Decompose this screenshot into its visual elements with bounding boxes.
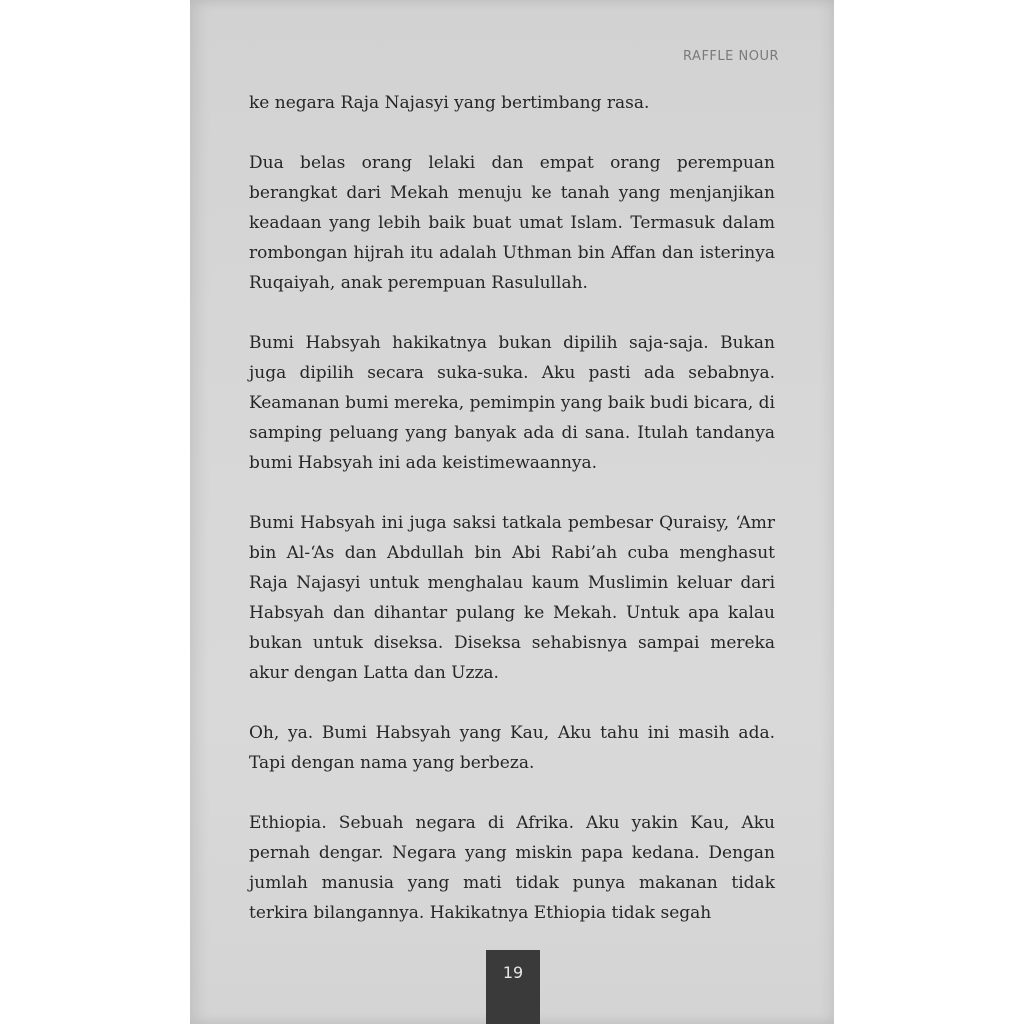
paragraph-3: Bumi Habsyah hakikatnya bukan dipilih saja-saja. Bukan juga dipilih secara suka-suka. Aku pasti ada sebabnya. Keamanan bumi mereka, pemimpin yang baik budi bicara, di samping peluang yang banyak ada di sana. Itulah tandanya bumi Habsyah ini ada keistimewaannya. bbox=[249, 333, 775, 473]
paragraph-1: ke negara Raja Najasyi yang bertimbang rasa. bbox=[249, 93, 650, 113]
paragraph-5: Oh, ya. Bumi Habsyah yang Kau, Aku tahu ini masih ada. Tapi dengan nama yang berbeza. bbox=[249, 723, 775, 773]
paragraph-4: Bumi Habsyah ini juga saksi tatkala pembesar Quraisy, ‘Amr bin Al-‘As dan Abdullah bin Abi Rabi’ah cuba menghasut Raja Najasyi untuk menghalau kaum Muslimin keluar dari Habsyah dan dihantar pulang ke Mekah. Untuk apa kalau bukan untuk diseksa. Diseksa sehabisnya sampai mereka akur dengan Latta dan Uzza. bbox=[249, 513, 775, 683]
body-text bbox=[249, 88, 775, 928]
running-head: RAFFLE NOUR bbox=[683, 49, 779, 64]
book-page bbox=[190, 0, 834, 1024]
paragraph-6: Ethiopia. Sebuah negara di Afrika. Aku yakin Kau, Aku pernah dengar. Negara yang miskin papa kedana. Dengan jumlah manusia yang mati tidak punya makanan tidak terkira bilangannya. Hakikatnya Ethiopia tidak segah bbox=[249, 813, 775, 923]
page-number: 19 bbox=[486, 950, 540, 1024]
paragraph-2: Dua belas orang lelaki dan empat orang perempuan berangkat dari Mekah menuju ke tanah yang menjanjikan keadaan yang lebih baik buat umat Islam. Termasuk dalam rombongan hijrah itu adalah Uthman bin Affan dan isterinya Ruqaiyah, anak perempuan Rasulullah. bbox=[249, 153, 775, 293]
